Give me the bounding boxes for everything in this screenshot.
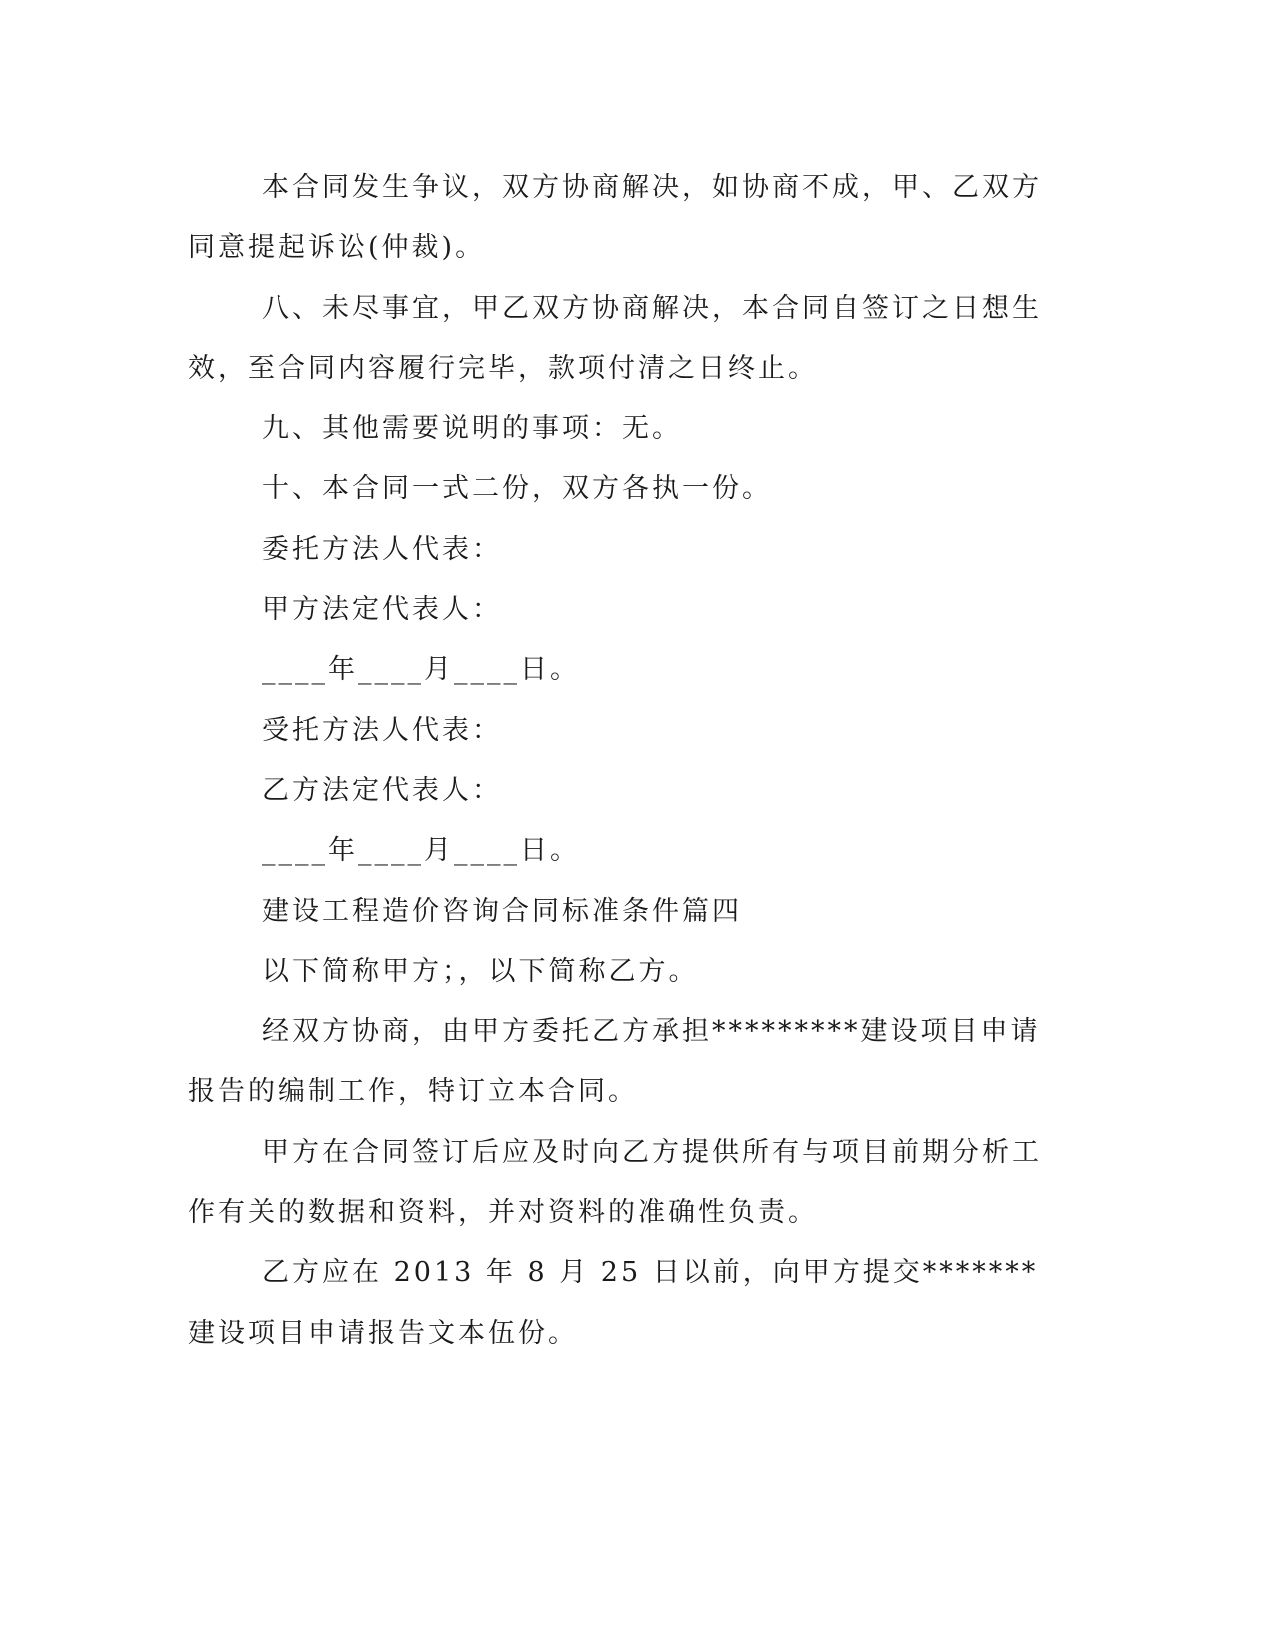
date-line-party-b: ____年____月____日。 <box>262 835 580 867</box>
paragraph-commission: 经双方协商，由甲方委托乙方承担*********建设项目申请报告的编制工作，特订立本合同。 <box>188 1016 1041 1108</box>
paragraph-party-a-obligations: 甲方在合同签订后应及时向乙方提供所有与项目前期分析工作有关的数据和资料，并对资料的准确性负责。 <box>188 1136 1042 1229</box>
signature-contractor-representative: 受托方法人代表： <box>262 714 502 746</box>
paragraph-party-b-deadline: 乙方应在 2013 年 8 月 25 日以前，向甲方提交*******建设项目申请报告文本伍份。 <box>188 1257 1039 1349</box>
paragraph-clause-eight: 八、未尽事宜，甲乙双方协商解决，本合同自签订之日想生效，至合同内容履行完毕，款项付清之日终止。 <box>188 292 1042 384</box>
paragraph-parties: 以下简称甲方；，以下简称乙方。 <box>262 955 699 987</box>
paragraph-dispute-resolution: 本合同发生争议，双方协商解决，如协商不成，甲、乙双方同意提起诉讼(仲裁)。 <box>188 172 1042 264</box>
signature-client-representative: 委托方法人代表： <box>262 533 502 565</box>
section-heading: 建设工程造价咨询合同标准条件篇四 <box>262 895 742 927</box>
signature-party-b-legal-rep: 乙方法定代表人： <box>262 774 502 806</box>
date-line-party-a: ____年____月____日。 <box>262 654 580 686</box>
document-body <box>188 158 1068 1364</box>
paragraph-clause-nine: 九、其他需要说明的事项：无。 <box>262 413 682 445</box>
signature-party-a-legal-rep: 甲方法定代表人： <box>262 594 502 626</box>
paragraph-clause-ten: 十、本合同一式二份，双方各执一份。 <box>262 473 772 505</box>
